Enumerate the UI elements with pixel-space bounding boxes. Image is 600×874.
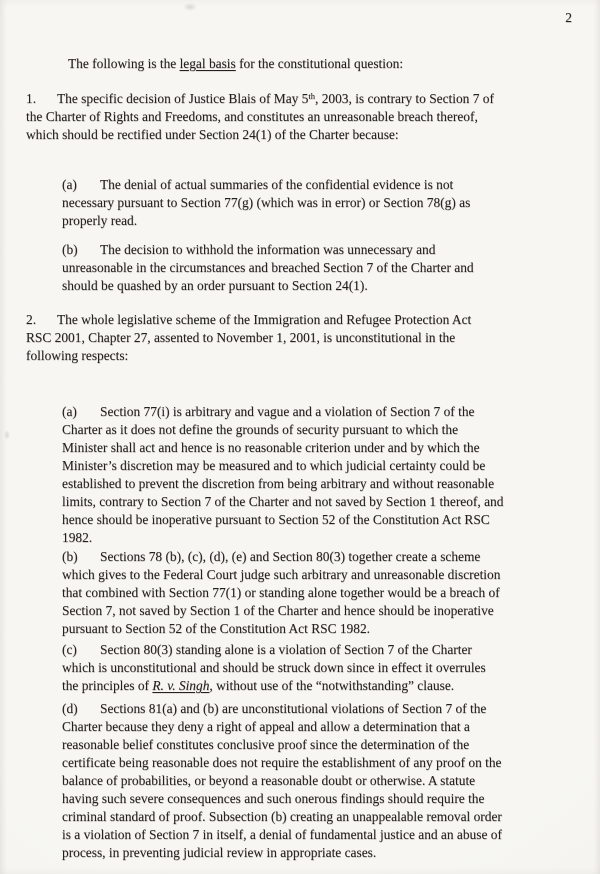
paragraph — [62, 241, 578, 295]
paragraph — [62, 641, 578, 695]
line-text: The denial of actual summaries of the confidential evidence is not — [100, 177, 454, 192]
scan-speck — [4, 430, 10, 440]
paragraph — [62, 548, 578, 638]
document-body — [26, 55, 578, 862]
text-line: having such severe consequences and such onerous findings should require the — [62, 791, 485, 806]
paragraph-label: (b) — [62, 549, 78, 564]
paragraph-label: (a) — [62, 177, 77, 192]
text-line: which gives to the Federal Court judge such arbitrary and unreasonable discretion — [62, 567, 501, 582]
text-line: reasonable belief constitutes conclusive proof since the determination of the — [62, 737, 470, 752]
paragraph — [62, 700, 578, 862]
line-text: Sections 78 (b), (c), (d), (e) and Section 80(3) together create a scheme — [100, 549, 481, 564]
text-line — [62, 176, 578, 194]
text-line: hence should be inoperative pursuant to Section 52 of the Constitution Act RSC — [62, 512, 490, 527]
text-line: properly read. — [62, 213, 138, 228]
text-line — [26, 55, 578, 73]
paragraph — [62, 403, 578, 547]
line-text: The whole legislative scheme of the Immigration and Refugee Protection Act — [57, 312, 472, 327]
text-line: the Charter of Rights and Freedoms, and constitutes an unreasonable breach thereof, — [26, 109, 478, 124]
text-line — [62, 548, 578, 566]
paragraph-label: 2. — [26, 312, 37, 327]
text-line: unreasonable in the circumstances and breached Section 7 of the Charter and — [62, 260, 474, 275]
text-line: which is unconstitutional and should be struck down since in effect it overrules — [62, 660, 486, 675]
paragraph — [26, 311, 578, 365]
text-line: following respects: — [26, 348, 129, 363]
line-text: The decision to withhold the information was unnecessary and — [100, 242, 436, 257]
line-text: Sections 81(a) and (b) are unconstitutional violations of Section 7 of the — [100, 701, 487, 716]
paragraph-label: (d) — [62, 701, 78, 716]
text-line: certificate being reasonable does not require the establishment of any proof on the — [62, 755, 502, 770]
paragraph-label: (a) — [62, 404, 77, 419]
line-text: The specific decision of Justice Blais of May 5th, 2003, is contrary to Section 7 of — [57, 90, 494, 106]
page-number: 2 — [565, 10, 572, 25]
line-text: Section 80(3) standing alone is a violation of Section 7 of the Charter — [100, 642, 472, 657]
text-line: Minister’s discretion may be measured and to which judicial certainty could be — [62, 458, 486, 473]
text-line: criminal standard of proof. Subsection (b) creating an unappealable removal order — [62, 809, 502, 824]
text-line — [62, 641, 578, 659]
text-line — [62, 700, 578, 718]
text-line: necessary pursuant to Section 77(g) (which was in error) or Section 78(g) as — [62, 195, 471, 210]
text-line: Minister shall act and hence is no reasonable criterion under and by which the — [62, 440, 480, 455]
text-line: should be quashed by an order pursuant to Section 24(1). — [62, 278, 368, 293]
text-line: Charter because they deny a right of appeal and allow a determination that a — [62, 719, 470, 734]
text-line: balance of probabilities, or beyond a reasonable doubt or otherwise. A statute — [62, 773, 476, 788]
paragraph — [62, 176, 578, 230]
text-line: Charter as it does not define the grounds of security pursuant to which the — [62, 422, 459, 437]
text-line: is a violation of Section 7 in itself, a denial of fundamental justice and an abuse of — [62, 827, 502, 842]
text-line: limits, contrary to Section 7 of the Charter and not saved by Section 1 thereof, and — [62, 494, 504, 509]
paragraph — [26, 55, 578, 73]
paragraph — [26, 90, 578, 144]
text-line: which should be rectified under Section 24(1) of the Charter because: — [26, 127, 399, 142]
text-line: Section 7, not saved by Section 1 of the Charter and hence should be inoperative — [62, 603, 494, 618]
text-line: that combined with Section 77(1) or standing alone together would be a breach of — [62, 585, 500, 600]
line-text: The following is the legal basis for the constitutional question: — [68, 56, 404, 71]
paragraph-label: (c) — [62, 642, 77, 657]
text-line: RSC 2001, Chapter 27, assented to November 1, 2001, is unconstitutional in the — [26, 330, 456, 345]
text-line — [26, 90, 578, 108]
paragraph-label: 1. — [26, 91, 37, 106]
text-line — [26, 311, 578, 329]
text-line: process, in preventing judicial review in appropriate cases. — [62, 845, 377, 860]
scan-speck — [183, 3, 197, 11]
text-line: established to prevent the discretion from being arbitrary and without reasonable — [62, 476, 495, 491]
paragraph-label: (b) — [62, 242, 78, 257]
text-line: pursuant to Section 52 of the Constitution Act RSC 1982. — [62, 621, 370, 636]
line-text: Section 77(i) is arbitrary and vague and a violation of Section 7 of the — [100, 404, 475, 419]
text-line: the principles of R. v. Singh, without use of the “notwithstanding” clause. — [62, 678, 455, 693]
text-line: 1982. — [62, 530, 93, 545]
text-line — [62, 241, 578, 259]
text-line — [62, 403, 578, 421]
